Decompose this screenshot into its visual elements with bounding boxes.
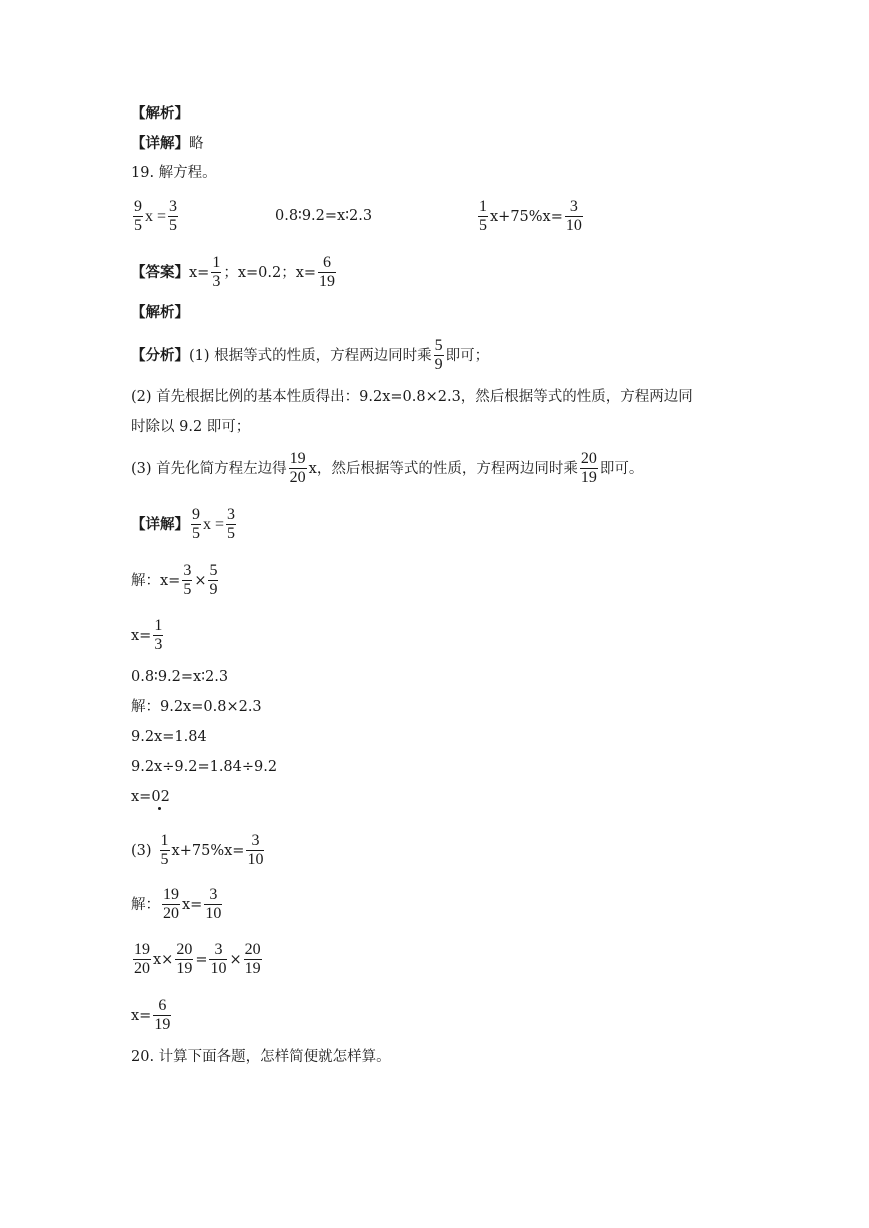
question-20-title: 20. 计算下面各题，怎样简便就怎样算。 (131, 1049, 391, 1065)
step-3: 0.8∶9.2=x∶2.3 (131, 669, 229, 685)
step-8: (3) $\frac{1}{5}$ x+75%x= $\frac{3}{10}$ (131, 832, 264, 869)
analysis-2-line-2: 时除以 9.2 即可； (131, 419, 251, 435)
step-10: $\frac{19}{20}$ x× $\frac{20}{19}$ = $\frac{3}{10}$ × $\frac{20}{19}$ (134, 941, 261, 978)
detail-line: 【详解】 $\frac{9}{5}$ x = $\frac{3}{5}$ (131, 506, 236, 543)
fraction: $\frac{3}{10}$ (210, 941, 227, 978)
fraction: $\frac{19}{20}$ (163, 886, 179, 923)
equation-1: $\frac{9}{5}$ x = $\frac{3}{5}$ (134, 198, 178, 235)
equation-3: $\frac{1}{5}$ x+75%x= $\frac{3}{10}$ (479, 198, 582, 235)
fraction: $\frac{3}{10}$ (565, 198, 582, 235)
fraction: $\frac{5}{9}$ (434, 337, 443, 374)
step-9: 解： $\frac{19}{20}$ x= $\frac{3}{10}$ (131, 886, 222, 923)
fraction: $\frac{5}{9}$ (209, 562, 218, 599)
fraction: $\frac{9}{5}$ (134, 198, 142, 235)
fraction: $\frac{3}{10}$ (205, 886, 222, 923)
analysis-3: (3) 首先化简方程左边得 $\frac{19}{20}$ x，然后根据等式的性质，方程两边同时乘 $\frac{20}{19}$ 即可。 (131, 450, 644, 487)
fraction: $\frac{3}{10}$ (247, 832, 264, 869)
fraction: $\frac{20}{19}$ (176, 941, 193, 978)
answer-line: 【答案】 x= $\frac{1}{3}$ ；x=0.2；x= $\frac{6}{19}$ (131, 254, 336, 291)
fraction: $\frac{1}{3}$ (212, 254, 221, 291)
fraction: $\frac{3}{5}$ (169, 198, 178, 235)
fraction: $\frac{20}{19}$ (244, 941, 261, 978)
step-6: 9.2x÷9.2=1.84÷9.2 (131, 759, 278, 775)
fraction: $\frac{6}{19}$ (154, 997, 171, 1034)
step-7: x=0 2 (131, 789, 170, 805)
fraction: $\frac{1}{5}$ (160, 832, 169, 869)
xiangjie-line-1: 【详解】 略 (131, 135, 204, 152)
fraction: $\frac{3}{5}$ (227, 506, 236, 543)
equation-2: 0.8∶9.2=x∶2.3 (275, 208, 373, 224)
step-11: x= $\frac{6}{19}$ (131, 997, 171, 1034)
step-4: 解：9.2x=0.8×2.3 (131, 699, 262, 715)
fraction: $\frac{1}{5}$ (479, 198, 487, 235)
fraction: $\frac{20}{19}$ (580, 450, 597, 487)
jiexi-label-2: 【解析】 (131, 304, 189, 321)
step-1: 解：x= $\frac{3}{5}$ × $\frac{5}{9}$ (131, 562, 218, 599)
step-5: 9.2x=1.84 (131, 729, 207, 745)
fraction: $\frac{1}{3}$ (154, 617, 163, 654)
fraction: $\frac{19}{20}$ (134, 941, 150, 978)
fraction: $\frac{3}{5}$ (183, 562, 192, 599)
jiexi-label-1: 【解析】 (131, 105, 189, 122)
analysis-2-line-1: (2) 首先根据比例的基本性质得出：9.2x=0.8×2.3，然后根据等式的性质，方程两边同 (131, 389, 693, 405)
analysis-1: 【分析】 (1) 根据等式的性质，方程两边同时乘 $\frac{5}{9}$ 即可； (131, 337, 490, 374)
step-2: x= $\frac{1}{3}$ (131, 617, 163, 654)
fraction: $\frac{19}{20}$ (289, 450, 306, 487)
question-19-title: 19. 解方程。 (131, 165, 217, 181)
fraction: $\frac{9}{5}$ (192, 506, 200, 543)
fraction: $\frac{6}{19}$ (319, 254, 336, 291)
